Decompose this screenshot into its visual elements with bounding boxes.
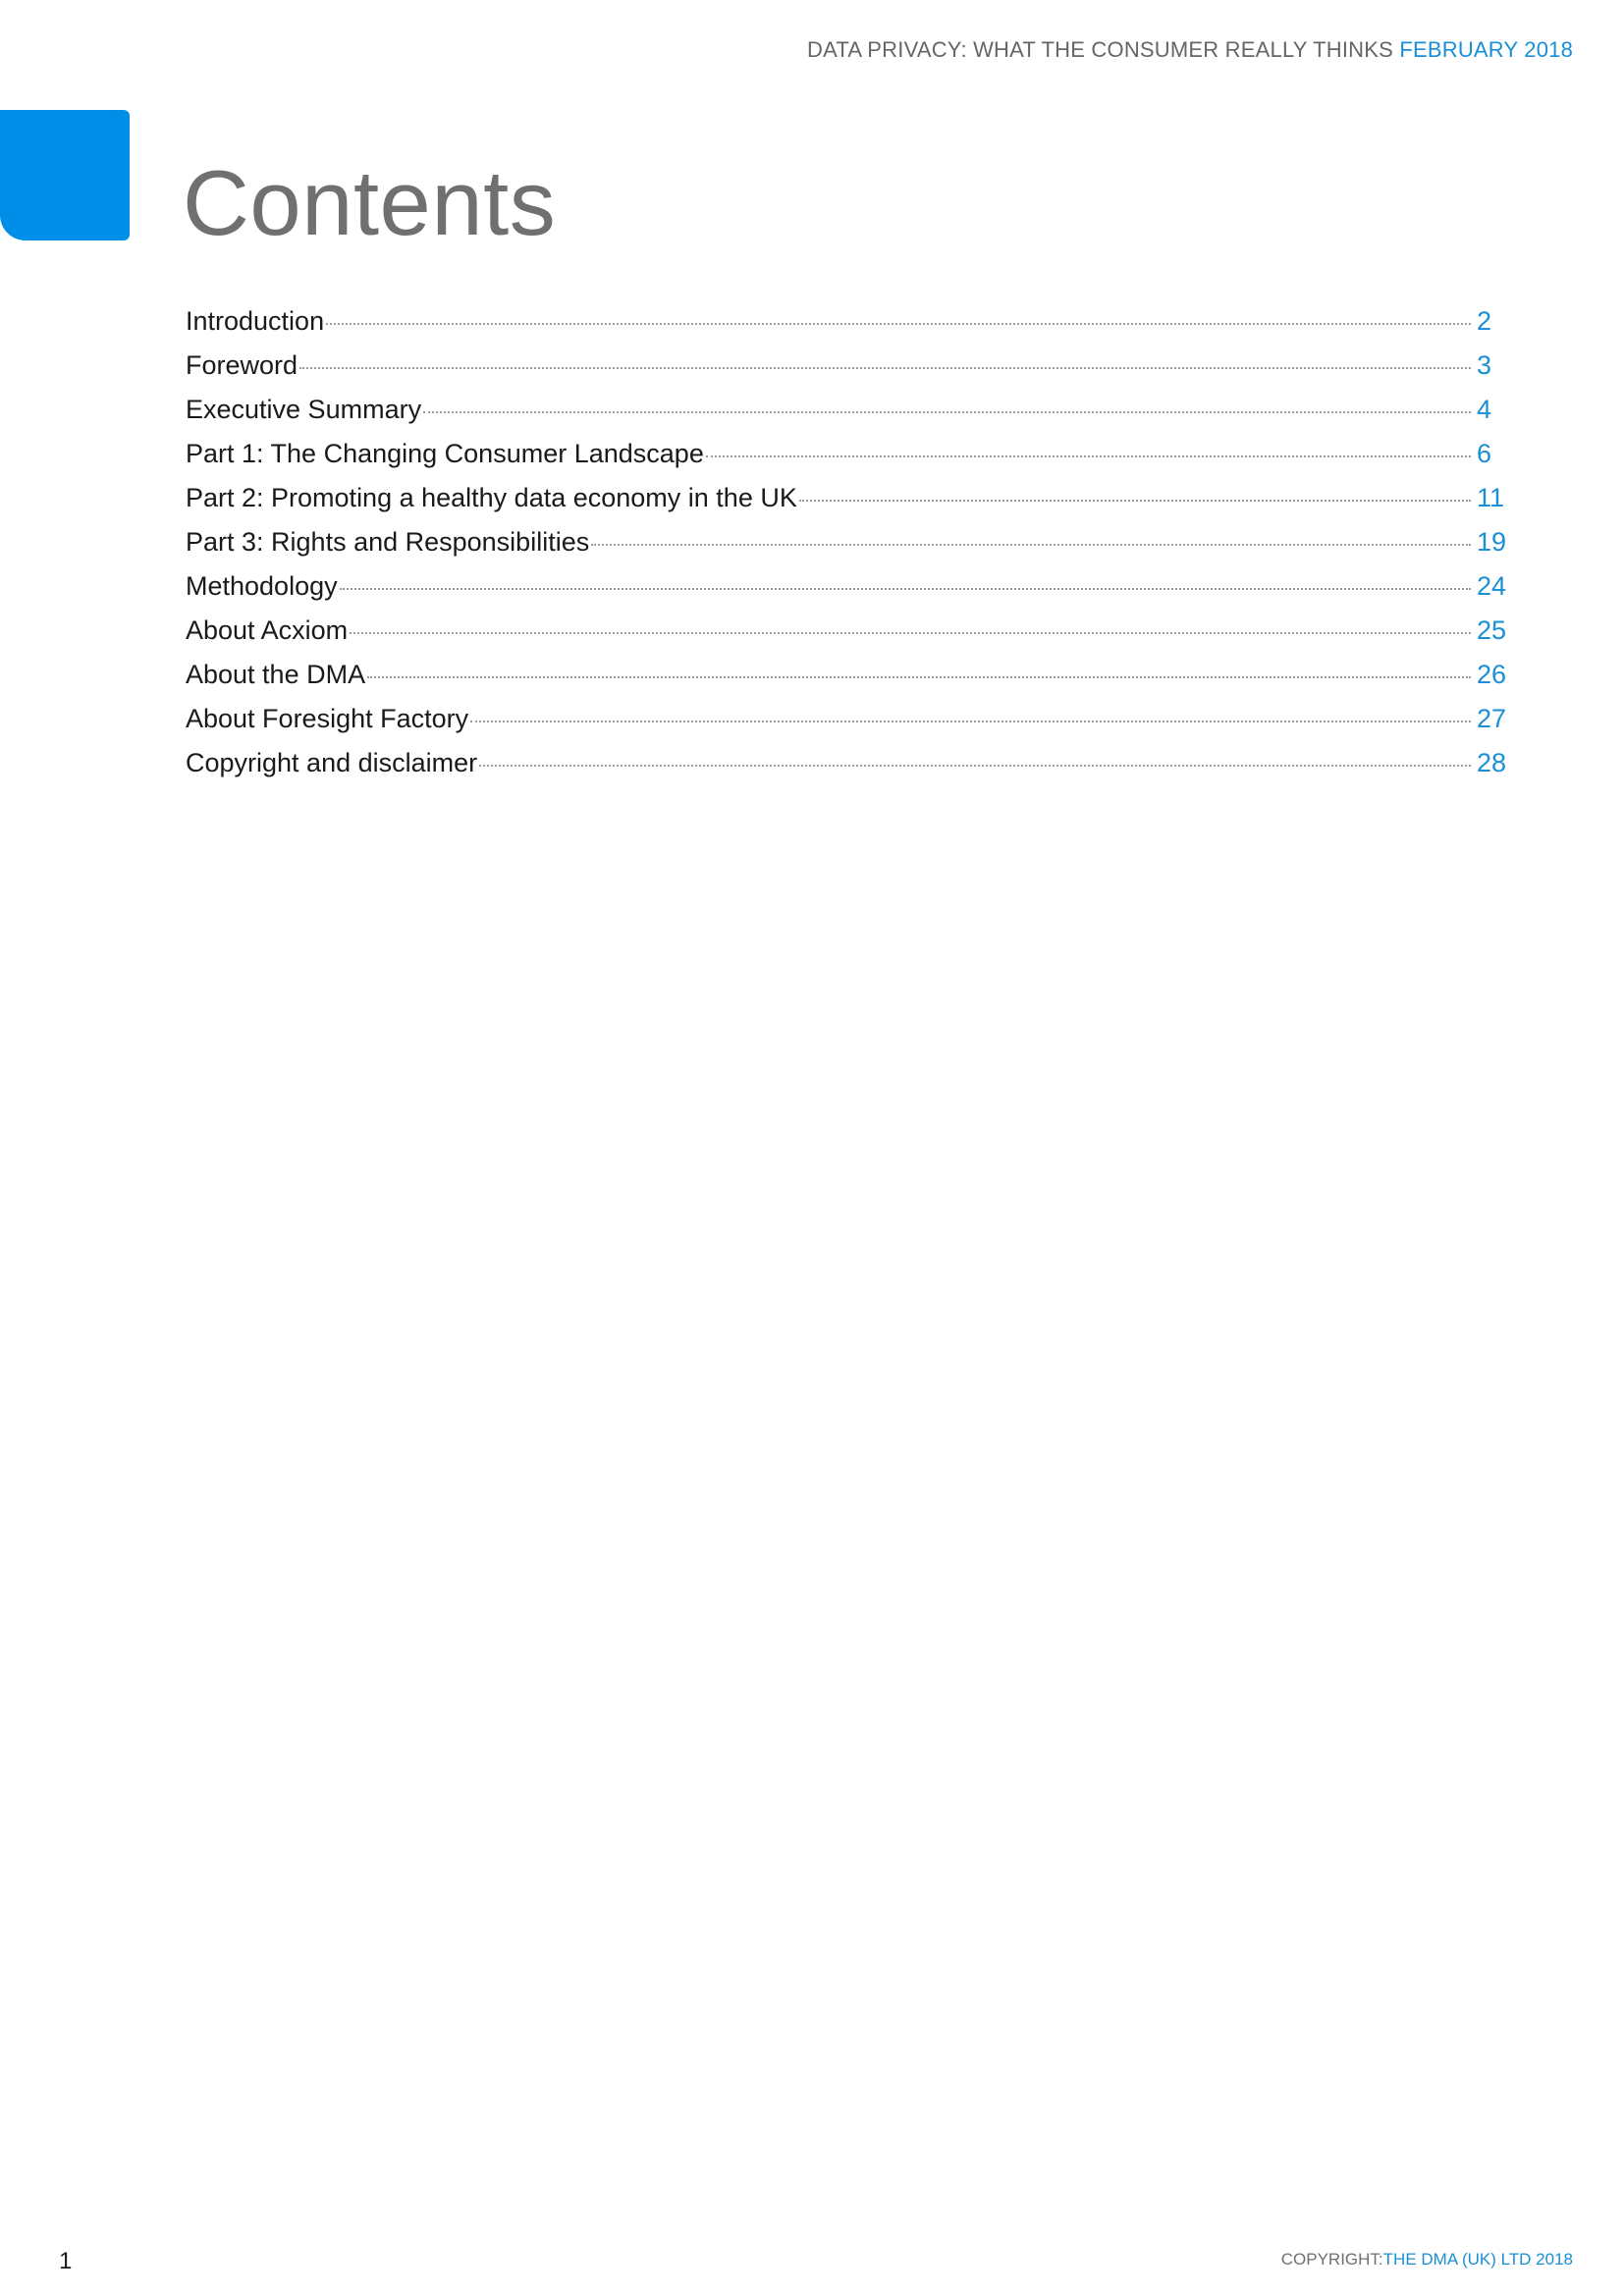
toc-entry-executive-summary[interactable] — [186, 395, 1506, 439]
dot-leader — [479, 765, 1471, 767]
toc-entry-page: 3 — [1477, 350, 1492, 380]
toc-entry-label: Part 2: Promoting a healthy data economy in the UK — [186, 483, 797, 512]
toc-entry-copyright-and-disclaimer[interactable] — [186, 748, 1506, 792]
toc-entry-page: 6 — [1477, 439, 1492, 468]
dot-leader — [350, 632, 1471, 634]
toc-entry-label: About the DMA — [186, 660, 366, 689]
toc-entry-label: Part 3: Rights and Responsibilities — [186, 527, 590, 557]
toc-entry-page: 11 — [1477, 483, 1505, 512]
copyright-notice — [1281, 2250, 1573, 2269]
toc-entry-label: About Foresight Factory — [186, 704, 469, 733]
dot-leader — [470, 721, 1471, 722]
dot-leader — [591, 544, 1471, 546]
section-tab-block — [0, 110, 130, 240]
toc-entry-page: 19 — [1476, 527, 1506, 557]
toc-entry-part-2[interactable] — [186, 483, 1506, 527]
toc-entry-label: Methodology — [186, 571, 338, 601]
toc-entry-label: Introduction — [186, 306, 325, 336]
report-date: FEBRUARY 2018 — [1399, 37, 1573, 62]
toc-entry-page: 27 — [1476, 704, 1506, 733]
dot-leader — [367, 676, 1471, 678]
page-title: Contents — [183, 151, 557, 254]
dot-leader — [423, 411, 1471, 413]
toc-entry-part-3[interactable] — [186, 527, 1506, 571]
dot-leader — [799, 500, 1471, 502]
copyright-holder: THE DMA (UK) LTD 2018 — [1382, 2250, 1573, 2269]
running-header — [807, 37, 1573, 63]
toc-entry-page: 28 — [1476, 748, 1506, 777]
toc-entry-page: 26 — [1476, 660, 1506, 689]
dot-leader — [706, 455, 1471, 457]
toc-entry-page: 2 — [1477, 306, 1492, 336]
toc-entry-label: Part 1: The Changing Consumer Landscape — [186, 439, 704, 468]
dot-leader — [340, 588, 1471, 590]
toc-entry-introduction[interactable] — [186, 306, 1506, 350]
toc-entry-label: Foreword — [186, 350, 298, 380]
report-title: DATA PRIVACY: WHAT THE CONSUMER REALLY THINKS — [807, 37, 1394, 62]
dot-leader — [299, 367, 1471, 369]
toc-entry-page: 25 — [1476, 615, 1506, 645]
page-number: 1 — [59, 2248, 73, 2274]
toc-entry-label: Copyright and disclaimer — [186, 748, 478, 777]
toc-entry-foreword[interactable] — [186, 350, 1506, 395]
toc-entry-label: Executive Summary — [186, 395, 422, 424]
dot-leader — [326, 323, 1471, 325]
toc-entry-part-1[interactable] — [186, 439, 1506, 483]
toc-entry-label: About Acxiom — [186, 615, 349, 645]
toc-entry-about-acxiom[interactable] — [186, 615, 1506, 660]
copyright-label: COPYRIGHT: — [1280, 2250, 1383, 2269]
toc-entry-methodology[interactable] — [186, 571, 1506, 615]
table-of-contents — [186, 306, 1506, 792]
toc-entry-page: 24 — [1476, 571, 1506, 601]
toc-entry-about-the-dma[interactable] — [186, 660, 1506, 704]
toc-entry-about-foresight-factory[interactable] — [186, 704, 1506, 748]
toc-entry-page: 4 — [1477, 395, 1492, 424]
